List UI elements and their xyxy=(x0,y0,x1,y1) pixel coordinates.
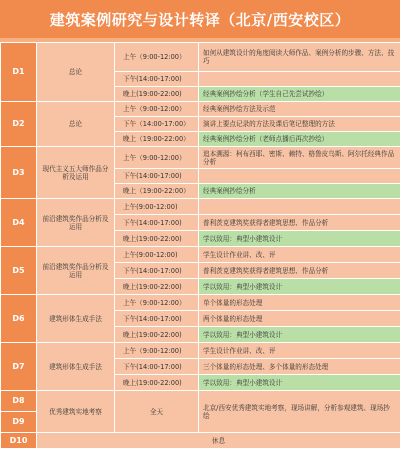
slot-cell: 下午(14:00-17:00) xyxy=(115,169,199,184)
content-cell: 北京/西安优秀建筑实地考察，现场讲解，分析参观建筑、现场抄绘 xyxy=(199,391,400,433)
slot-cell: 上午（9:00-12:00） xyxy=(115,102,199,117)
day-label: D10 xyxy=(1,433,37,449)
page-title: 建筑案例研究与设计转译（北京/西安校区） xyxy=(0,0,400,38)
slot-cell: 晚上(19:00-22:00) xyxy=(115,87,199,102)
content-cell: 学以致用：典型小建筑设计 xyxy=(199,279,400,295)
topic-cell: 建筑形体生成手法 xyxy=(37,295,115,343)
slot-cell: 上午（9:00-12:00） xyxy=(115,147,199,169)
content-cell: 演讲上要点记录的方法及课后笔记整理的方法 xyxy=(199,117,400,132)
content-cell: 学生设计作业讲、改、评 xyxy=(199,343,400,359)
content-cell: 学以致用：典型小建筑设计 xyxy=(199,375,400,391)
day-label: D5 xyxy=(1,247,37,295)
content-cell: 学以致用：典型小建筑设计 xyxy=(199,231,400,247)
day-label: D8 xyxy=(1,391,37,412)
slot-cell: 下午(14:00-17:00) xyxy=(115,359,199,375)
content-cell: 普利茨克建筑奖获得者建筑思想、作品分析 xyxy=(199,215,400,231)
slot-cell: 上午（9:00-12:00） xyxy=(115,295,199,311)
table-row xyxy=(1,102,400,117)
content-cell xyxy=(199,169,400,184)
content-cell: 三个体量的形态处理、多个体量的形态处理 xyxy=(199,359,400,375)
content-cell: 学以致用：典型小建筑设计 xyxy=(199,327,400,343)
day-label: D1 xyxy=(1,43,37,102)
schedule-table xyxy=(0,42,400,449)
topic-cell: 前沿建筑奖作品分析及运用 xyxy=(37,247,115,295)
slot-cell: 上午（9:00-12:00） xyxy=(115,43,199,72)
table-row xyxy=(1,295,400,311)
topic-cell: 优秀建筑实地考察 xyxy=(37,391,115,433)
topic-cell: 建筑形体生成手法 xyxy=(37,343,115,391)
day-label: D7 xyxy=(1,343,37,391)
content-cell: 经典案例抄绘分析（学生自己先尝试抄绘） xyxy=(199,87,400,102)
slot-cell: 晚上(19:00-22:00) xyxy=(115,231,199,247)
content-cell: 经典案例抄绘分析 xyxy=(199,184,400,199)
slot-cell: 上午（9:00-12:00) xyxy=(115,343,199,359)
slot-cell: 全天 xyxy=(115,391,199,433)
content-cell: 单个体量的形态处理 xyxy=(199,295,400,311)
day-label: D2 xyxy=(1,102,37,147)
table-row xyxy=(1,147,400,169)
slot-cell: 下午(14:00-17:00) xyxy=(115,263,199,279)
topic-cell: 前沿建筑奖作品分析及运用 xyxy=(37,199,115,247)
table-row xyxy=(1,43,400,72)
table-row xyxy=(1,199,400,215)
topic-cell: 总论 xyxy=(37,43,115,102)
table-row xyxy=(1,247,400,263)
day-label: D3 xyxy=(1,147,37,199)
slot-cell: 下午(14:00-17:00) xyxy=(115,215,199,231)
content-cell: 学生设计作业讲、改、评 xyxy=(199,247,400,263)
topic-cell: 现代主义五大师作品分析及运用 xyxy=(37,147,115,199)
slot-cell: 上午(9:00-12:00) xyxy=(115,199,199,215)
content-cell: 经典案例抄绘方法及示范 xyxy=(199,102,400,117)
slot-cell: 晚上(19:00-22:00) xyxy=(115,327,199,343)
topic-cell: 总论 xyxy=(37,102,115,147)
rest-cell: 休息 xyxy=(37,433,400,449)
content-cell: 如何从建筑设计的角度阅读大师作品、案例分析的步骤、方法、技巧 xyxy=(199,43,400,72)
table-row xyxy=(1,343,400,359)
content-cell xyxy=(199,199,400,215)
content-cell xyxy=(199,72,400,87)
slot-cell: 晚上（19:00-22:00） xyxy=(115,132,199,147)
table-row xyxy=(1,391,400,412)
table-row xyxy=(1,433,400,449)
slot-cell: 晚上（19:00-22:00） xyxy=(115,184,199,199)
slot-cell: 下午(14:00-17:00) xyxy=(115,311,199,327)
slot-cell: 下午(14:00-17:00) xyxy=(115,72,199,87)
slot-cell: 晚上(19:00-22:00) xyxy=(115,375,199,391)
content-cell: 经典案例抄绘分析（老师点播后再次抄绘） xyxy=(199,132,400,147)
content-cell: 普利茨克建筑奖获得者建筑思想、作品分析 xyxy=(199,263,400,279)
day-label: D6 xyxy=(1,295,37,343)
day-label: D4 xyxy=(1,199,37,247)
content-cell: 追本溯源：柯布西耶、密斯、赖特、格鲁皮乌斯、阿尔托经典作品分析 xyxy=(199,147,400,169)
day-label: D9 xyxy=(1,412,37,433)
slot-cell: 晚上(19:00-22:00) xyxy=(115,279,199,295)
slot-cell: 下午（14:00-17:00） xyxy=(115,117,199,132)
slot-cell: 上午(9:00-12:00) xyxy=(115,247,199,263)
content-cell: 两个体量的形态处理 xyxy=(199,311,400,327)
